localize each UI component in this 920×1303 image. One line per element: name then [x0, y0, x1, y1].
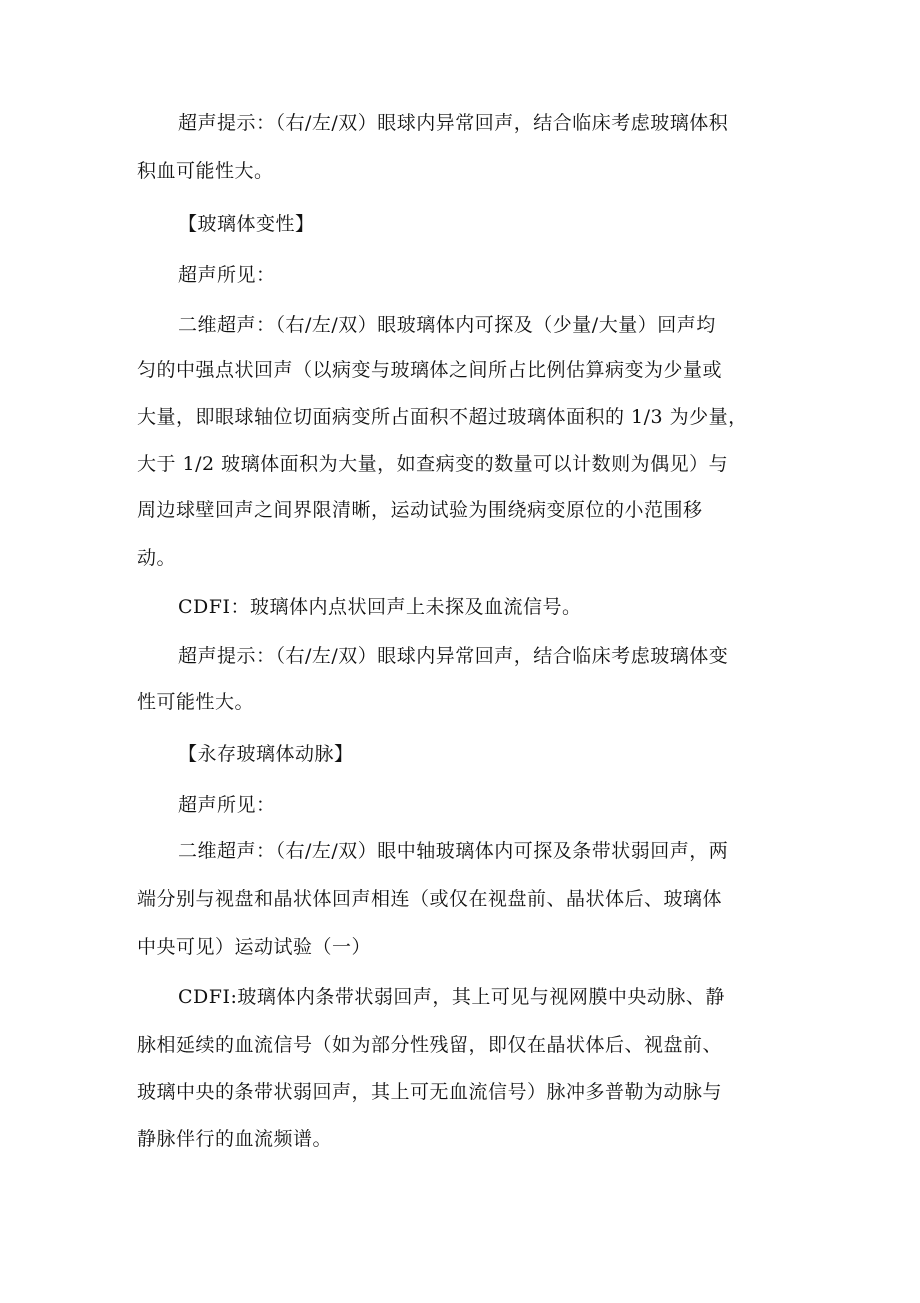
text-line: 端分别与视盘和晶状体回声相连（或仅在视盘前、晶状体后、玻璃体 — [137, 888, 723, 910]
text-line: 动。 — [137, 547, 177, 569]
text-line: 二维超声：（右/左/双）眼中轴玻璃体内可探及条带状弱回声，两 — [178, 840, 729, 862]
text-line: 超声所见： — [178, 794, 276, 816]
section-heading: 【永存玻璃体动脉】 — [178, 743, 354, 765]
text-line: 性可能性大。 — [137, 691, 255, 713]
text-line: 静脉伴行的血流频谱。 — [137, 1128, 333, 1150]
text-line: 中央可见）运动试验（一） — [137, 936, 372, 958]
text-line: 超声所见： — [178, 264, 276, 286]
text-line: CDFI:玻璃体内条带状弱回声，其上可见与视网膜中央动脉、静 — [178, 986, 725, 1008]
text-line: 周边球壁回声之间界限清晰，运动试验为围绕病变原位的小范围移 — [137, 499, 703, 521]
text-line: 超声提示：（右/左/双）眼球内异常回声，结合临床考虑玻璃体变 — [178, 645, 729, 667]
text-line: 超声提示：（右/左/双）眼球内异常回声，结合临床考虑玻璃体积 — [178, 112, 729, 134]
text-line: 脉相延续的血流信号（如为部分性残留，即仅在晶状体后、视盘前、 — [137, 1034, 723, 1056]
text-line: 大于 1/2 玻璃体面积为大量，如查病变的数量可以计数则为偶见）与 — [137, 453, 729, 475]
text-line: 二维超声：（右/左/双）眼玻璃体内可探及（少量/大量）回声均 — [178, 314, 716, 336]
text-line: CDFI：玻璃体内点状回声上未探及血流信号。 — [178, 596, 582, 618]
section-heading: 【玻璃体变性】 — [178, 213, 315, 235]
text-line: 玻璃中央的条带状弱回声，其上可无血流信号）脉冲多普勒为动脉与 — [137, 1081, 723, 1103]
text-line: 匀的中强点状回声（以病变与玻璃体之间所占比例估算病变为少量或 — [137, 359, 723, 381]
text-line: 大量，即眼球轴位切面病变所占面积不超过玻璃体面积的 1/3 为少量， — [137, 406, 748, 428]
text-line: 积血可能性大。 — [137, 160, 274, 182]
